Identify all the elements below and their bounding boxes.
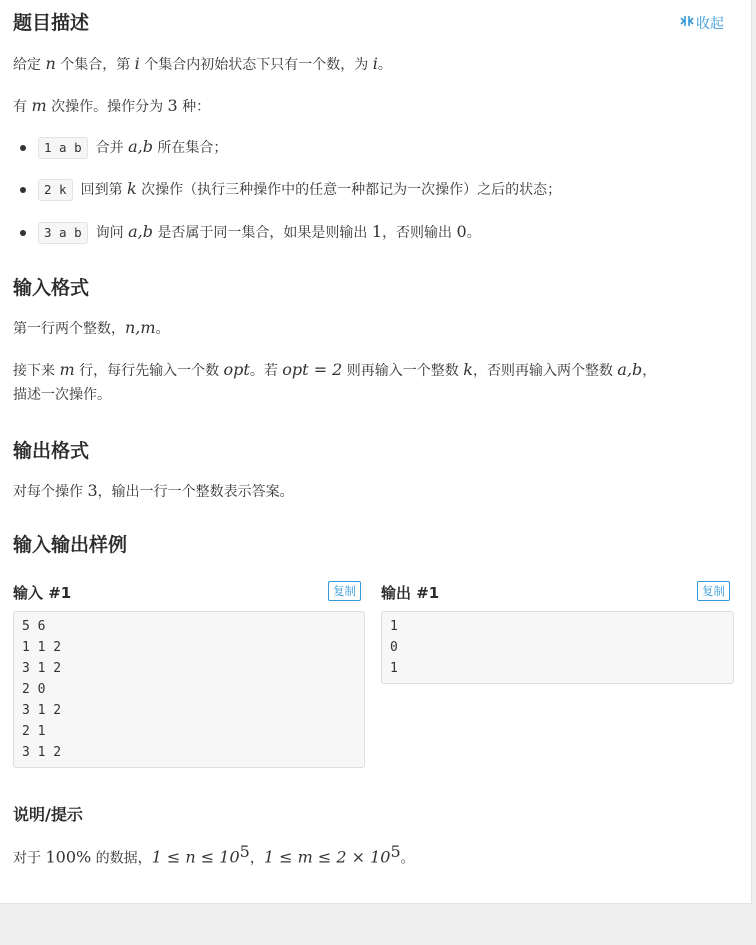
section-title-samples: 输入输出样例 [13, 534, 128, 556]
code-op-2: 2 k [38, 179, 73, 201]
list-item-op-1: 1 a b 合并 a,b 所在集合； [38, 136, 227, 159]
sample-line: 1 1 2 [22, 640, 62, 655]
copy-output-button[interactable]: 复制 [697, 581, 730, 601]
code-op-1: 1 a b [38, 137, 88, 159]
sample-line: 1 [390, 661, 398, 676]
section-title-output: 输出格式 [13, 440, 90, 462]
copy-input-button[interactable]: 复制 [328, 581, 361, 601]
sample-line: 5 6 [22, 619, 46, 634]
section-title-input: 输入格式 [13, 277, 90, 299]
sample-output-box[interactable] [381, 611, 734, 684]
section-title-hint: 说明/提示 [13, 805, 83, 824]
list-item-op-2: 2 k 回到第 k 次操作（执行三种操作中的任意一种都记为一次操作）之后的状态； [38, 178, 561, 201]
list-bullet [20, 230, 26, 236]
sample-line: 3 1 2 [22, 661, 62, 676]
sample-line: 1 [390, 619, 398, 634]
sample-input-box[interactable] [13, 611, 365, 768]
sample-line: 3 1 2 [22, 745, 62, 760]
collapse-button[interactable] [680, 13, 724, 33]
code-op-3: 3 a b [38, 222, 88, 244]
sample-input-label: 输入 #1 [13, 584, 72, 602]
list-bullet [20, 145, 26, 151]
input-line-1: 第一行两个整数，n,m。 [13, 318, 170, 337]
input-line-3: 描述一次操作。 [13, 387, 111, 403]
sample-line: 2 1 [22, 724, 46, 739]
list-item-op-3: 3 a b 询问 a,b 是否属于同一集合，如果是则输出 1，否则输出 0。 [38, 221, 481, 244]
desc-line-2: 有 m 次操作。操作分为 3 种： [13, 96, 211, 115]
desc-line-1: 给定 n 个集合，第 i 个集合内初始状态下只有一个数，为 i。 [13, 54, 392, 73]
list-bullet [20, 187, 26, 193]
output-line-1: 对每个操作 3，输出一行一个整数表示答案。 [13, 481, 294, 500]
section-title-description: 题目描述 [13, 12, 90, 34]
input-line-2: 接下来 m 行，每行先输入一个数 opt。若 opt = 2 则再输入一个整数 k，否则再输入两个整数 a,b， [13, 360, 657, 379]
hint-line-1: 对于 100% 的数据，$1 \le n \le 10^5$，$1 \le m \le 2 \times 10^5$。 [13, 842, 415, 867]
sample-output-label: 输出 #1 [381, 584, 440, 602]
collapse-icon [680, 16, 696, 32]
sample-line: 2 0 [22, 682, 46, 697]
sample-line: 3 1 2 [22, 703, 62, 718]
collapse-label: 收起 [696, 16, 724, 32]
sample-line: 0 [390, 640, 398, 655]
